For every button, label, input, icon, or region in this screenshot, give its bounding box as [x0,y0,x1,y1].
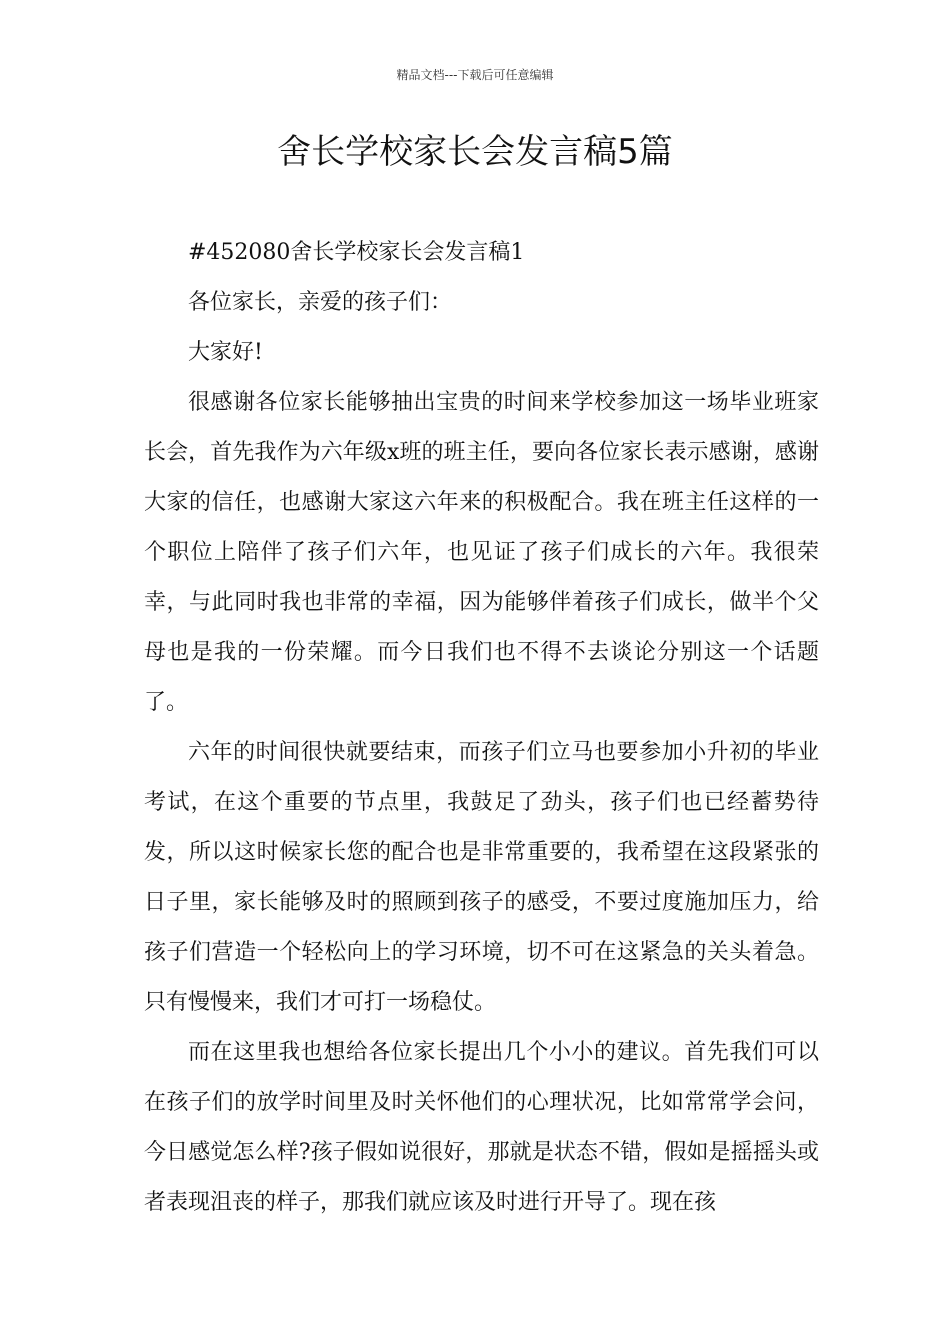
paragraph: 很感谢各位家长能够抽出宝贵的时间来学校参加这一场毕业班家长会，首先我作为六年级x班的班主任，要向各位家长表示感谢，感谢大家的信任，也感谢大家这六年来的积极配合。我在班主任这样的一个职位上陪伴了孩子们六年，也见证了孩子们成长的六年。我很荣幸，与此同时我也非常的幸福，因为能够伴着孩子们成长，做半个父母也是我的一份荣耀。而今日我们也不得不去谈论分别这一个话题了。 [144,390,819,715]
paragraph: 而在这里我也想给各位家长提出几个小小的建议。首先我们可以在孩子们的放学时间里及时关怀他们的心理状况，比如常常学会问，今日感觉怎么样?孩子假如说很好，那就是状态不错，假如是摇摇头或者表现沮丧的样子，那我们就应该及时进行开导了。现在孩 [144,1040,819,1215]
paragraph: 六年的时间很快就要结束，而孩子们立马也要参加小升初的毕业考试，在这个重要的节点里，我鼓足了劲头，孩子们也已经蓄势待发，所以这时候家长您的配合也是非常重要的，我希望在这段紧张的日子里，家长能够及时的照顾到孩子的感受，不要过度施加压力，给孩子们营造一个轻松向上的学习环境，切不可在这紧急的关头着急。只有慢慢来，我们才可打一场稳仗。 [144,740,819,1015]
paragraph-greeting: 大家好! [188,340,263,365]
header-note: 精品文档---下载后可任意编辑 [396,68,554,82]
paragraph-salutation: 各位家长，亲爱的孩子们： [188,290,453,315]
document-body [144,228,819,1228]
document-title: 舍长学校家长会发言稿5篇 [277,132,673,172]
paragraph-heading: #452080舍长学校家长会发言稿1 [188,240,525,265]
